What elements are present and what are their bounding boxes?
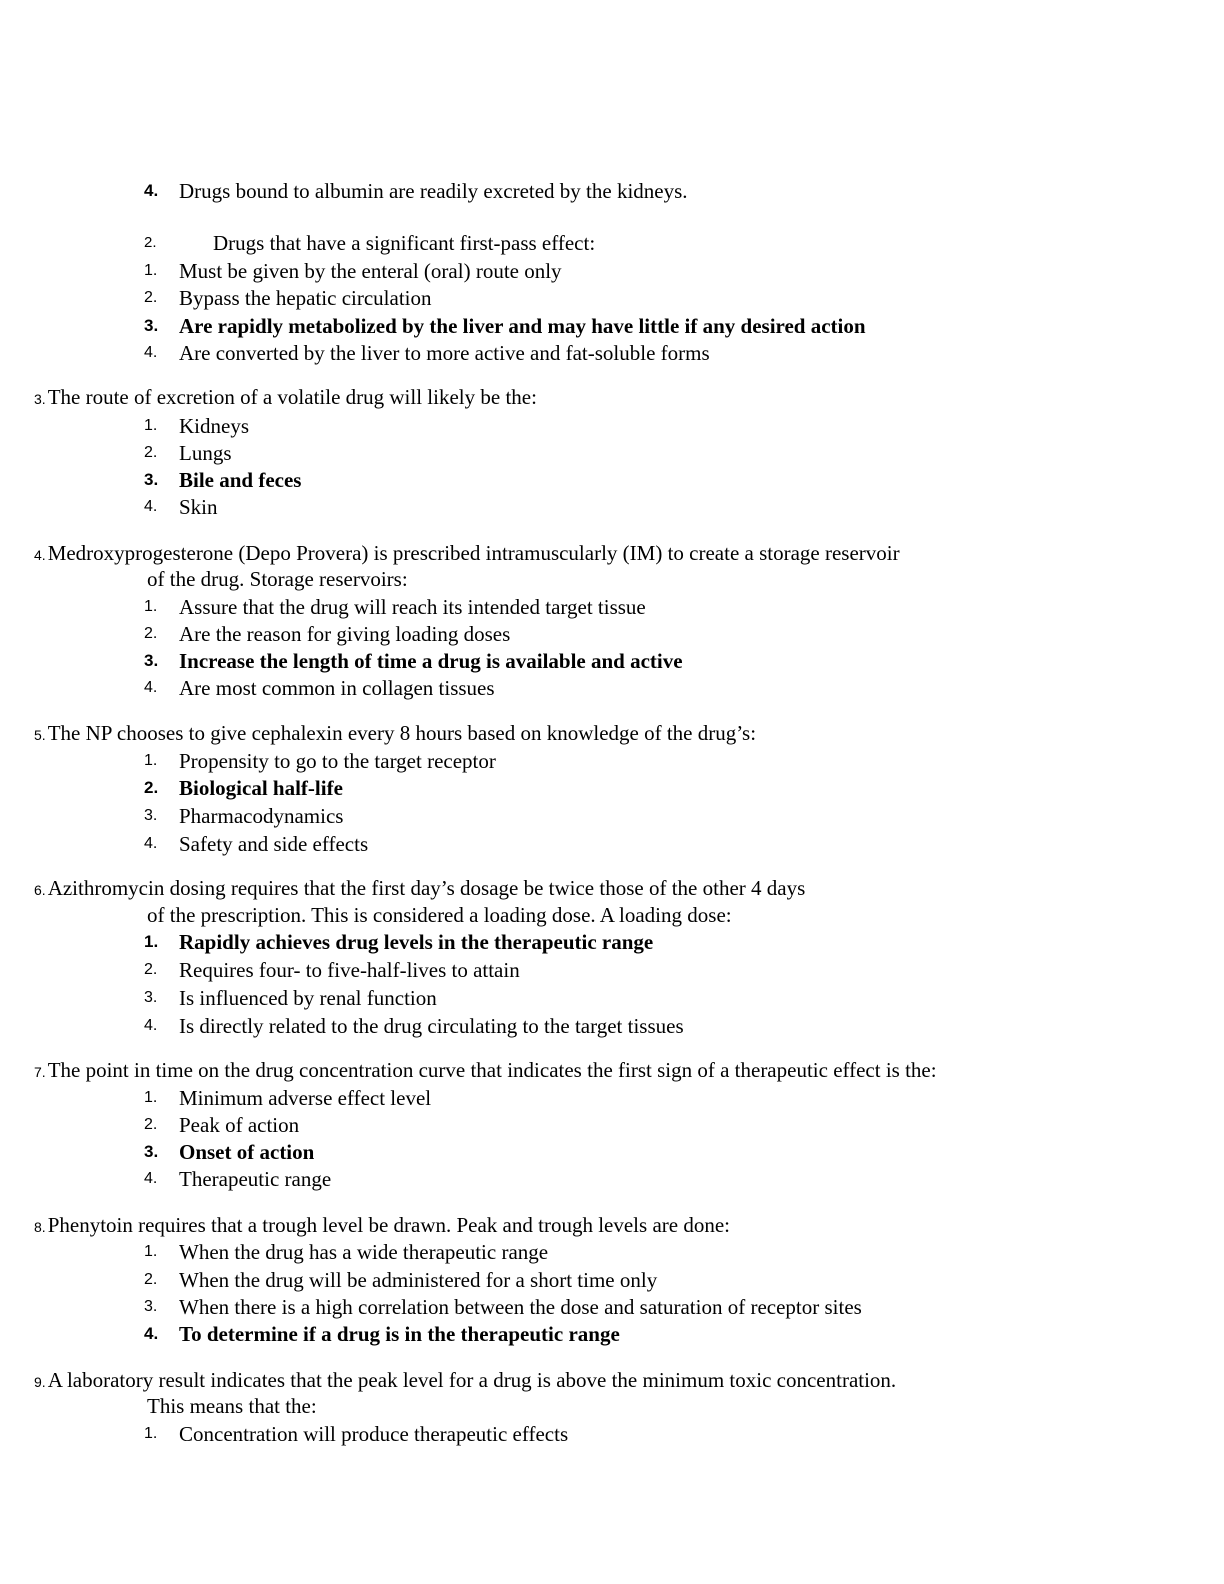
option-text: Concentration will produce therapeutic effects [179, 1422, 569, 1446]
question-number: 7. [34, 1064, 46, 1080]
option-text: Is directly related to the drug circulating to the target tissues [179, 1014, 684, 1038]
option-number: 1. [144, 1425, 158, 1442]
option-number: 1. [144, 417, 158, 434]
option-number: 4. [144, 344, 158, 361]
option-number: 1. [144, 1243, 158, 1260]
option-text: Bile and feces [179, 468, 302, 492]
option-number: 2. [144, 289, 158, 306]
option-number: 4. [144, 679, 158, 696]
option-text: Are the reason for giving loading doses [179, 622, 511, 646]
question-number: 9. [34, 1374, 46, 1390]
option-text: Propensity to go to the target receptor [179, 749, 496, 773]
option-number: 2. [144, 1271, 158, 1288]
question-stem [34, 875, 805, 903]
question-number: 8. [34, 1219, 46, 1235]
option-text: Requires four- to five-half-lives to attain [179, 958, 520, 982]
option-text: Kidneys [179, 414, 249, 438]
option-number: 1. [144, 598, 158, 615]
question-stem [34, 1212, 730, 1240]
option-number: 3. [144, 1142, 159, 1161]
option-number: 2. [144, 778, 159, 797]
question-stem-continued: of the prescription. This is considered a loading dose. A loading dose: [147, 903, 732, 927]
question-stem [34, 720, 756, 748]
option-number: 1. [144, 752, 158, 769]
option-text: Are converted by the liver to more active and fat-soluble forms [179, 341, 710, 365]
option-text: When the drug has a wide therapeutic range [179, 1240, 549, 1264]
option-number: 2. [144, 444, 158, 461]
option-number: 4. [144, 1170, 158, 1187]
question-stem [34, 1057, 937, 1085]
question-text: Medroxyprogesterone (Depo Provera) is prescribed intramuscularly (IM) to create a storage reservoir [47, 541, 900, 565]
question-text: The route of excretion of a volatile drug will likely be the: [47, 385, 537, 409]
option-number: 2. [144, 625, 158, 642]
option-number: 4. [144, 181, 159, 200]
question-stem-continued: of the drug. Storage reservoirs: [147, 567, 408, 591]
option-text: Assure that the drug will reach its intended target tissue [179, 595, 646, 619]
question-text: The NP chooses to give cephalexin every 8 hours based on knowledge of the drug’s: [47, 721, 757, 745]
question-stem [34, 540, 900, 568]
question-number: 6. [34, 882, 46, 898]
option-text: Are most common in collagen tissues [179, 676, 495, 700]
option-text: Must be given by the enteral (oral) route only [179, 259, 562, 283]
question-stem [34, 384, 537, 412]
question-text: Azithromycin dosing requires that the first day’s dosage be twice those of the other 4 days [47, 876, 806, 900]
question-stem [34, 1367, 896, 1395]
question-number: 5. [34, 727, 46, 743]
option-text: Safety and side effects [179, 832, 369, 856]
option-text: Lungs [179, 441, 232, 465]
question-number: 3. [34, 391, 46, 407]
option-text: Onset of action [179, 1140, 315, 1164]
option-text: Drugs bound to albumin are readily excreted by the kidneys. [179, 179, 688, 203]
option-number: 4. [144, 835, 158, 852]
option-text: Increase the length of time a drug is available and active [179, 649, 683, 673]
question-number: 4. [34, 547, 46, 563]
option-number: 2. [144, 1116, 158, 1133]
question-stem-continued: This means that the: [147, 1394, 317, 1418]
option-number: 3. [144, 651, 159, 670]
option-number: 1. [144, 1089, 158, 1106]
option-text: Biological half-life [179, 776, 343, 800]
option-text: Minimum adverse effect level [179, 1086, 432, 1110]
question-text: Drugs that have a significant first-pass effect: [213, 231, 596, 255]
option-number: 4. [144, 1017, 158, 1034]
option-text: Skin [179, 495, 218, 519]
option-number: 3. [144, 989, 158, 1006]
option-number: 1. [144, 932, 159, 951]
option-text: Peak of action [179, 1113, 300, 1137]
option-text: Rapidly achieves drug levels in the therapeutic range [179, 930, 654, 954]
option-text: Bypass the hepatic circulation [179, 286, 432, 310]
option-text: Therapeutic range [179, 1167, 332, 1191]
option-number: 2. [144, 961, 158, 978]
option-text: Is influenced by renal function [179, 986, 437, 1010]
option-text: When the drug will be administered for a short time only [179, 1268, 658, 1292]
option-number: 1. [144, 262, 158, 279]
option-number: 4. [144, 498, 158, 515]
question-text: Phenytoin requires that a trough level be drawn. Peak and trough levels are done: [47, 1213, 730, 1237]
option-number: 3. [144, 470, 159, 489]
option-number: 3. [144, 316, 159, 335]
option-number: 3. [144, 807, 158, 824]
option-text: Pharmacodynamics [179, 804, 344, 828]
option-number: 4. [144, 1324, 159, 1343]
question-text: A laboratory result indicates that the peak level for a drug is above the minimum toxic concentration. [47, 1368, 897, 1392]
option-text: When there is a high correlation between the dose and saturation of receptor sites [179, 1295, 862, 1319]
option-text: To determine if a drug is in the therapeutic range [179, 1322, 620, 1346]
question-text: The point in time on the drug concentration curve that indicates the first sign of a therapeutic effect is the: [47, 1058, 937, 1082]
question-number: 2. [144, 234, 157, 251]
option-text: Are rapidly metabolized by the liver and may have little if any desired action [179, 314, 866, 338]
option-number: 3. [144, 1298, 158, 1315]
